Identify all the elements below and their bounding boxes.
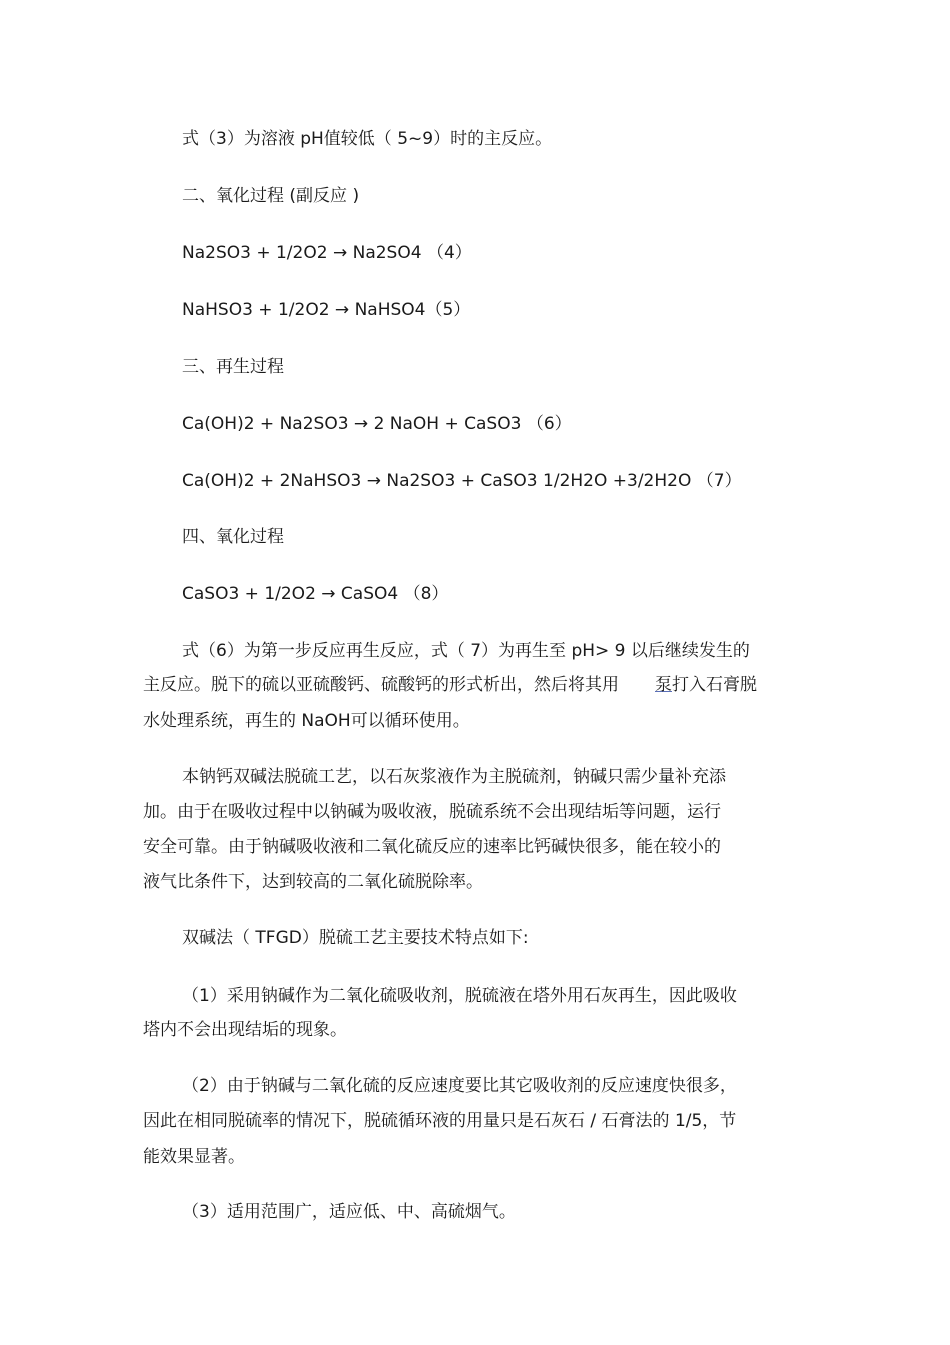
equation-8: CaSO3 + 1/2O2 → CaSO4 （8） — [182, 584, 449, 604]
paragraph-text: 打入石膏脱 — [672, 675, 757, 695]
paragraph-line: 加。由于在吸收过程中以钠碱为吸收液，脱硫系统不会出现结垢等问题，运行 — [143, 802, 721, 822]
text-line-formula3-note: 式（3）为溶液 pH值较低（ 5~9）时的主反应。 — [182, 129, 553, 149]
equation-6: Ca(OH)2 + Na2SO3 → 2 NaOH + CaSO3 （6） — [182, 414, 572, 434]
equation-7: Ca(OH)2 + 2NaHSO3 → Na2SO3 + CaSO3 1/2H2O +3/2H2O （7） — [182, 471, 742, 491]
list-item-1: （1）采用钠碱作为二氧化硫吸收剂，脱硫液在塔外用石灰再生，因此吸收 — [182, 986, 737, 1006]
pump-word: 泵 — [655, 675, 672, 695]
equation-4: Na2SO3 + 1/2O2 → Na2SO4 （4） — [182, 243, 472, 263]
paragraph-line: 水处理系统，再生的 NaOH可以循环使用。 — [143, 711, 470, 731]
paragraph-line: 双碱法（ TFGD）脱硫工艺主要技术特点如下: — [182, 928, 529, 948]
paragraph-line: 本钠钙双碱法脱硫工艺，以石灰浆液作为主脱硫剂，钠碱只需少量补充添 — [182, 767, 726, 787]
list-item-2-cont: 能效果显著。 — [143, 1147, 245, 1167]
list-item-2-cont: 因此在相同脱硫率的情况下，脱硫循环液的用量只是石灰石 / 石膏法的 1/5，节 — [143, 1111, 737, 1131]
section-heading-regeneration: 三、再生过程 — [182, 357, 284, 377]
list-item-2: （2）由于钠碱与二氧化硫的反应速度要比其它吸收剂的反应速度快很多， — [182, 1076, 737, 1096]
paragraph-line: 液气比条件下，达到较高的二氧化硫脱除率。 — [143, 872, 483, 892]
equation-5: NaHSO3 + 1/2O2 → NaHSO4（5） — [182, 300, 471, 320]
paragraph-line — [143, 674, 757, 696]
paragraph-text: 主反应。脱下的硫以亚硫酸钙、硫酸钙的形式析出，然后将其用 — [143, 675, 619, 695]
section-heading-oxidation-side: 二、氧化过程 (副反应 ) — [182, 186, 360, 206]
section-heading-oxidation: 四、氧化过程 — [182, 527, 284, 547]
paragraph-line: 安全可靠。由于钠碱吸收液和二氧化硫反应的速率比钙碱快很多，能在较小的 — [143, 837, 721, 857]
list-item-1-cont: 塔内不会出现结垢的现象。 — [143, 1020, 347, 1040]
paragraph-line: 式（6）为第一步反应再生反应，式（ 7）为再生至 pH> 9 以后继续发生的 — [182, 641, 750, 661]
list-item-3: （3）适用范围广，适应低、中、高硫烟气。 — [182, 1202, 516, 1222]
